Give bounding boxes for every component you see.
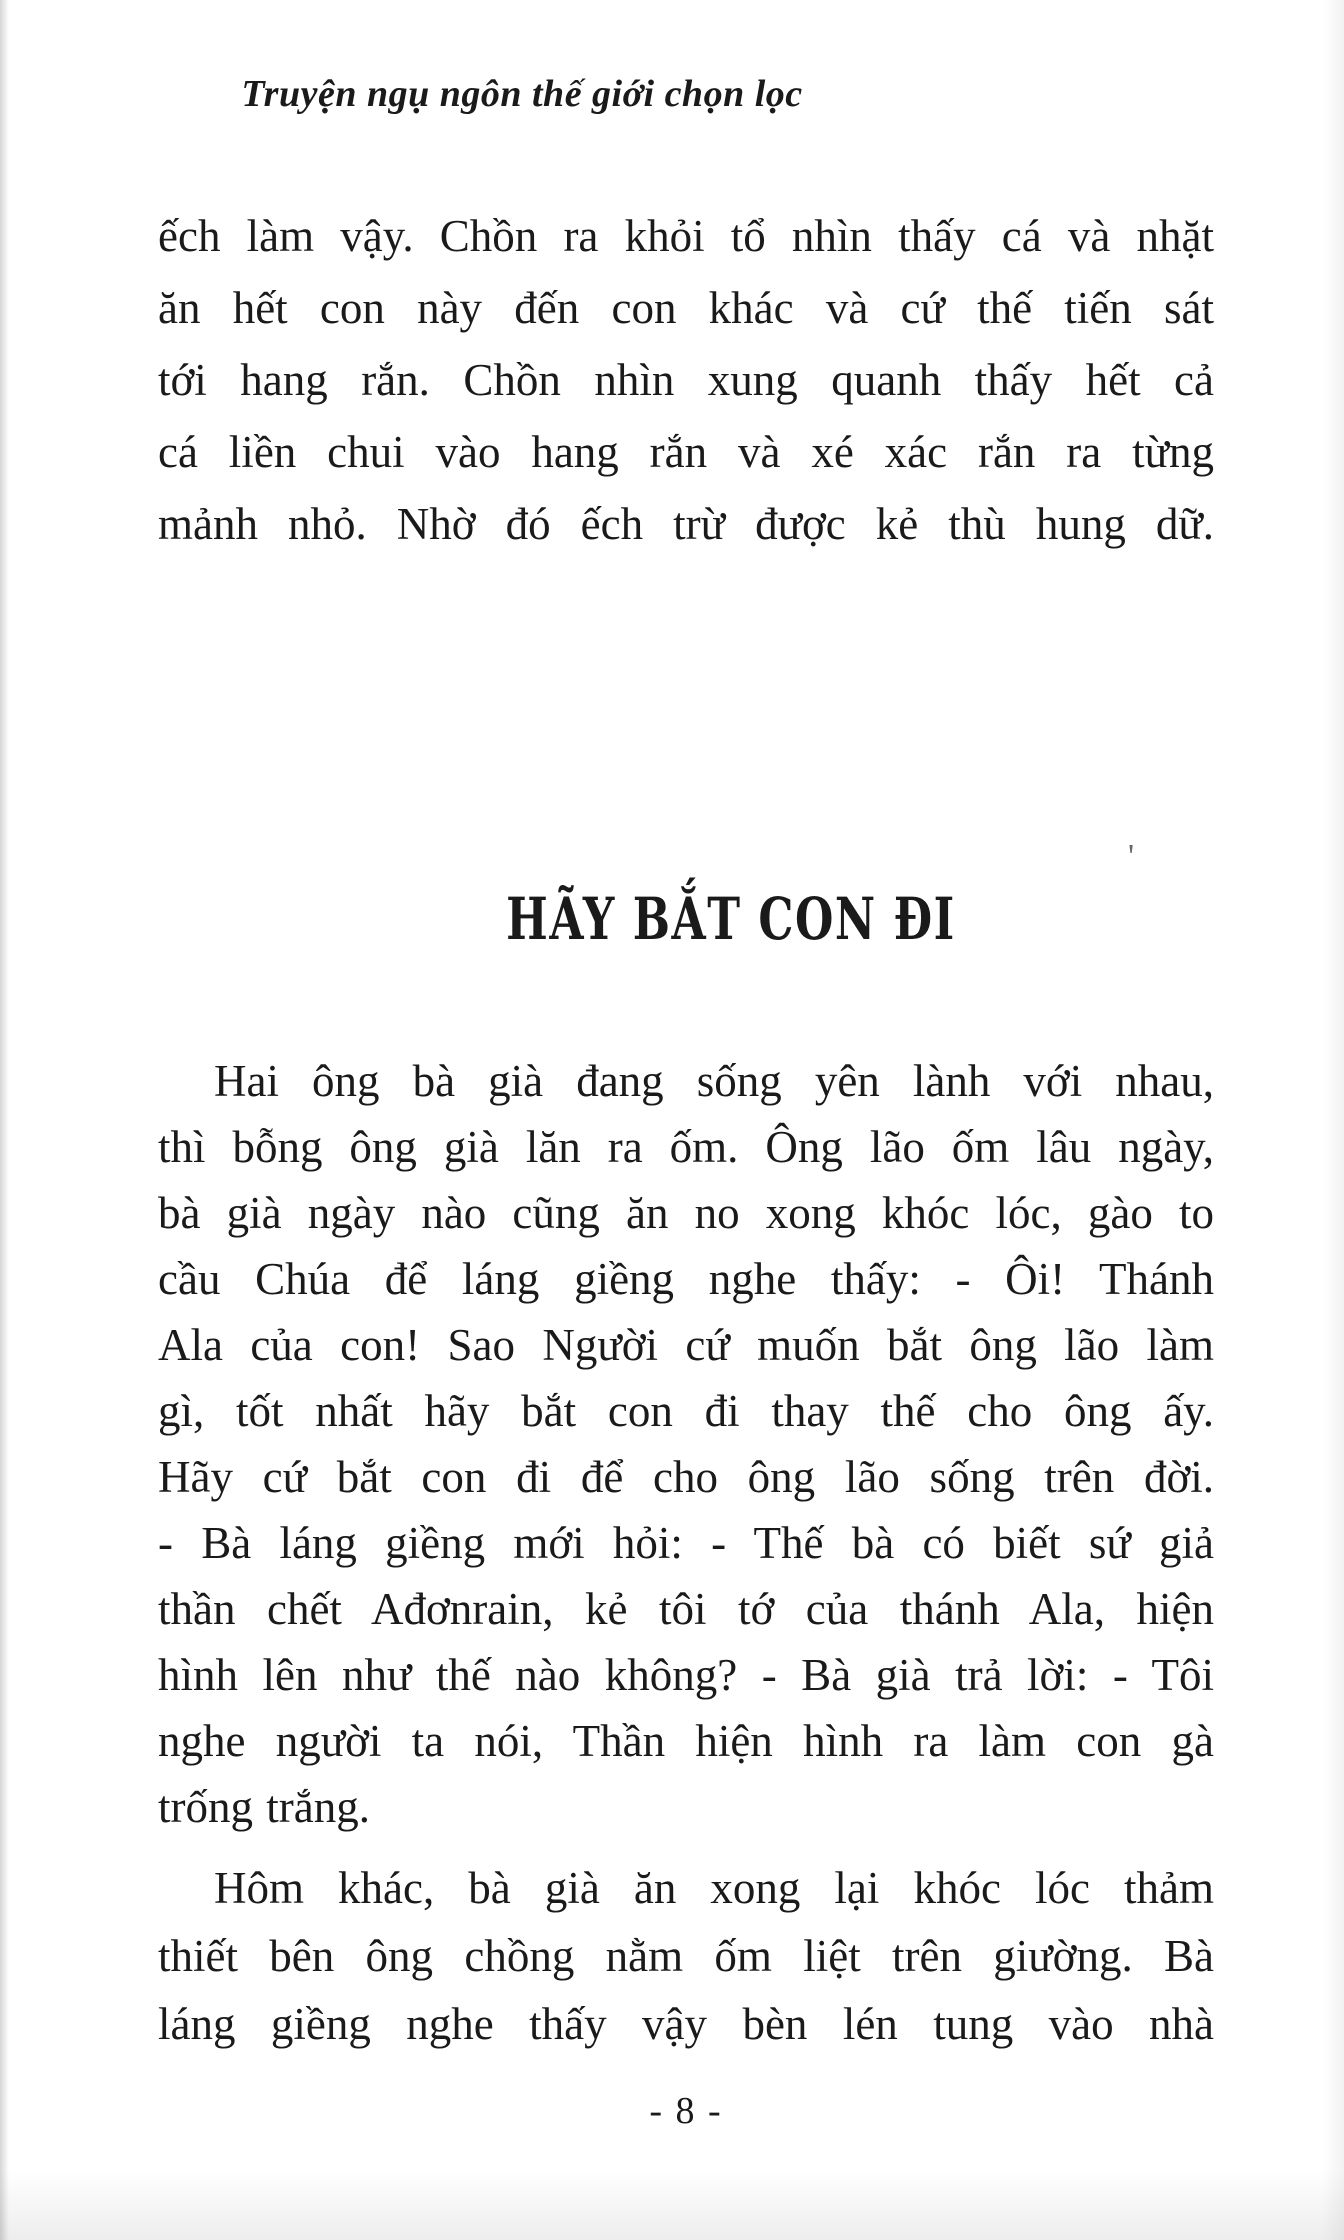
scan-artifact-mark: ' <box>1128 838 1135 875</box>
story-paragraph-2: Hôm khác, bà già ăn xong lại khóc lóc thảm thiết bên ông chồng nằm ốm liệt trên giường. Bà láng giềng nghe thấy vậy bèn lén tung vào nhà <box>158 1863 1214 2049</box>
story-paragraph-1: Hai ông bà già đang sống yên lành với nhau, thì bỗng ông già lăn ra ốm. Ông lão ốm lâu ngày, bà già ngày nào cũng ăn no xong khóc lóc, gào to cầu Chúa để láng giềng nghe thấy: - Ôi! Thánh Ala của con! Sao Người cứ muốn bắt ông lão làm gì, tốt nhất hãy bắt con đi thay thế cho ông ấy. Hãy cứ bắt con đi để cho ông lão sống trên đời. - Bà láng giềng mới hỏi: - Thế bà có biết sứ giả thần chết Ađơnrain, kẻ tôi tớ của thánh Ala, hiện hình lên như thế nào không? - Bà già trả lời: - Tôi nghe người ta nói, Thần hiện hình ra làm con gà trống trắng. <box>158 1056 1214 1832</box>
opening-paragraph: ếch làm vậy. Chồn ra khỏi tổ nhìn thấy cá và nhặt ăn hết con này đến con khác và cứ thế tiến sát tới hang rắn. Chồn nhìn xung quanh thấy hết cả cá liền chui vào hang rắn và xé xác rắn ra từng mảnh nhỏ. Nhờ đó ếch trừ được kẻ thù hung dữ. <box>158 211 1214 549</box>
running-header: Truyện ngụ ngôn thế giới chọn lọc <box>241 73 803 115</box>
page-number: - 8 - <box>649 2090 723 2132</box>
text-column <box>158 0 1214 2134</box>
story-title: HÃY BẮT CON ĐI <box>506 885 956 953</box>
